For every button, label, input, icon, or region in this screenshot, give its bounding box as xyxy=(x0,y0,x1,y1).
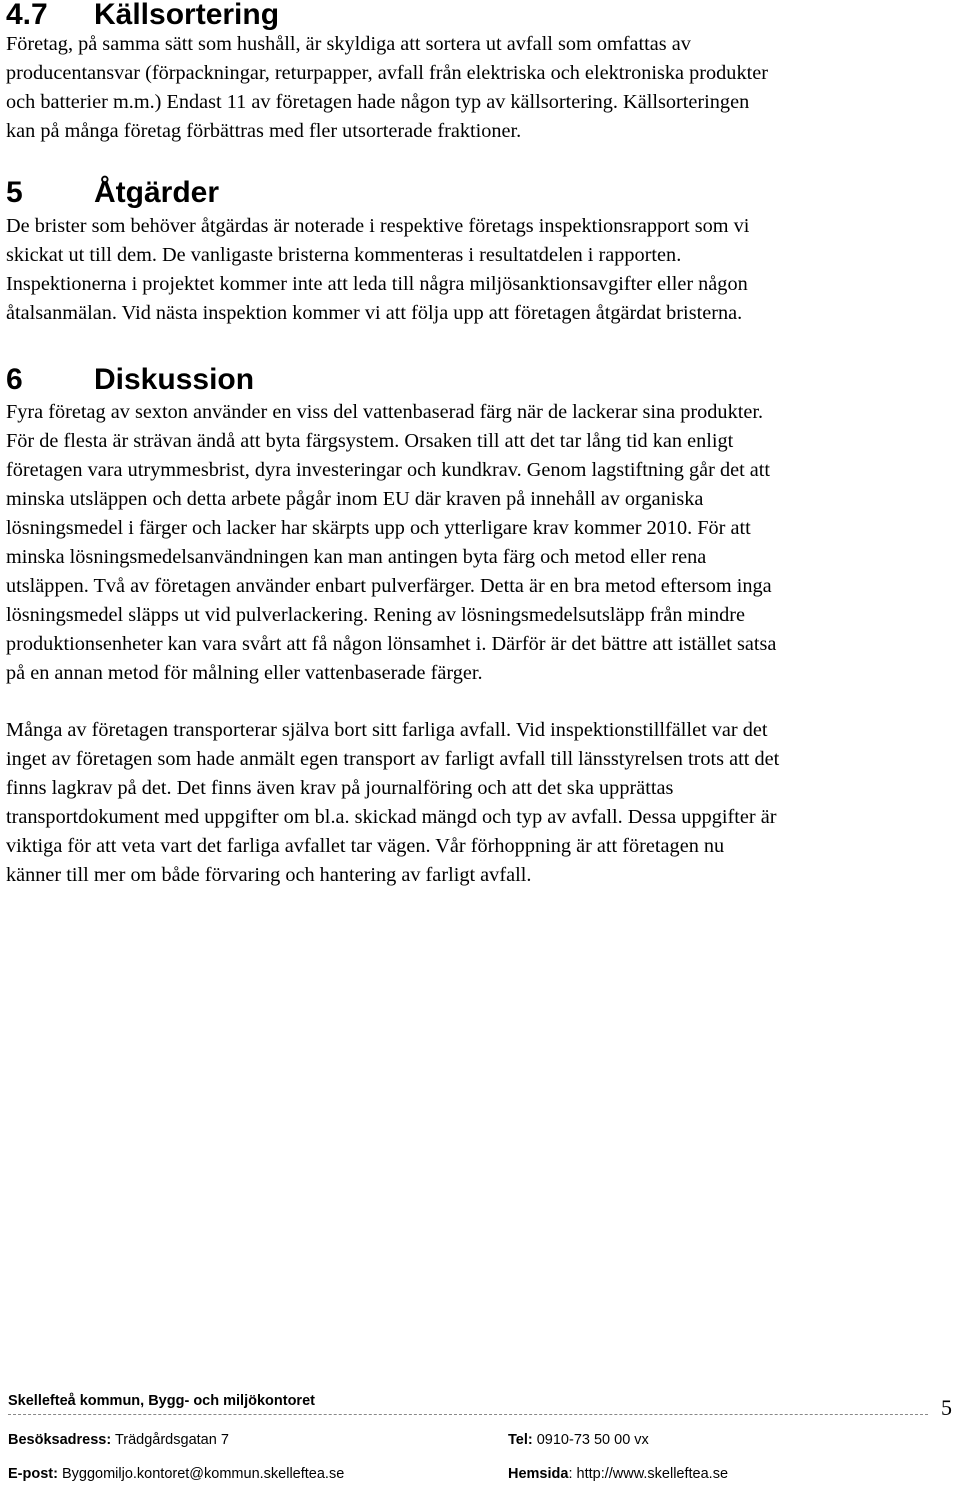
text-line: på en annan metod för målning eller vattenbaserade färger. xyxy=(6,662,483,684)
text-line: känner till mer om både förvaring och hantering av farligt avfall. xyxy=(6,864,532,886)
text-line: minska utsläppen och detta arbete pågår inom EU där kraven på innehåll av organiska xyxy=(6,488,704,510)
section-number: 6 xyxy=(6,363,23,396)
section-number: 5 xyxy=(6,176,23,209)
footer-email xyxy=(8,1466,344,1482)
address-value: Trädgårdsgatan 7 xyxy=(114,1432,229,1448)
text-line: utsläppen. Två av företagen använder enbart pulverfärger. Detta är en bra metod eftersom inga xyxy=(6,575,772,597)
footer-phone xyxy=(508,1432,649,1448)
web-label: Hemsida xyxy=(508,1466,569,1482)
section-heading-6 xyxy=(6,365,254,395)
text-line: produktionsenheter kan vara svårt att få någon lönsamhet i. Därför är det bättre att istället satsa xyxy=(6,633,777,655)
section-heading-5 xyxy=(6,178,219,208)
email-value[interactable]: Byggomiljo.kontoret@kommun.skelleftea.se xyxy=(61,1466,345,1482)
section-5-paragraph xyxy=(6,212,749,328)
web-value[interactable]: : http://www.skelleftea.se xyxy=(568,1466,729,1482)
footer-organization: Skellefteå kommun, Bygg- och miljökontoret xyxy=(8,1393,315,1409)
text-line: skickat ut till dem. De vanligaste bristerna kommenteras i resultatdelen i rapporten. xyxy=(6,244,682,266)
text-line: lösningsmedel i färger och lacker har skärpts upp och ytterligare krav kommer 2010. För att xyxy=(6,517,751,539)
section-6-paragraph-1 xyxy=(6,398,776,688)
text-line: åtalsanmälan. Vid nästa inspektion kommer vi att följa upp att företagen åtgärdat bristerna. xyxy=(6,302,743,324)
footer-divider xyxy=(8,1414,928,1415)
text-line: viktiga för att veta vart det farliga avfallet tar vägen. Vår förhoppning är att företagen nu xyxy=(6,835,725,857)
text-line: lösningsmedel släpps ut vid pulverlackering. Rening av lösningsmedelsutsläpp från mindre xyxy=(6,604,746,626)
text-line: företagen vara utrymmesbrist, dyra investeringar och kundkrav. Genom lagstiftning går det att xyxy=(6,459,771,481)
text-line: minska lösningsmedelsanvändningen kan man antingen byta färg och metod eller rena xyxy=(6,546,707,568)
text-line: transportdokument med uppgifter om bl.a. skickad mängd och typ av avfall. Dessa uppgifter är xyxy=(6,806,777,828)
text-line: och batterier m.m.) Endast 11 av företagen hade någon typ av källsortering. Källsorteringen xyxy=(6,91,750,113)
page-footer xyxy=(0,1390,960,1488)
section-title: Källsortering xyxy=(94,0,280,31)
text-line: producentansvar (förpackningar, returpapper, avfall från elektriska och elektroniska produkter xyxy=(6,62,768,84)
page-number: 5 xyxy=(941,1395,952,1420)
phone-value: 0910-73 50 00 vx xyxy=(536,1432,649,1448)
email-label: E-post: xyxy=(8,1466,58,1482)
section-heading-4-7 xyxy=(6,0,279,30)
text-line: Företag, på samma sätt som hushåll, är skyldiga att sortera ut avfall som omfattas av xyxy=(6,33,691,55)
text-line: För de flesta är strävan ändå att byta färgsystem. Orsaken till att det tar lång tid kan enligt xyxy=(6,430,734,452)
section-title: Åtgärder xyxy=(94,176,220,209)
section-title: Diskussion xyxy=(94,363,255,396)
text-line: Många av företagen transporterar själva bort sitt farliga avfall. Vid inspektionstillfället var det xyxy=(6,719,768,741)
text-line: Fyra företag av sexton använder en viss del vattenbaserad färg när de lackerar sina produkter. xyxy=(6,401,764,423)
section-number: 4.7 xyxy=(6,0,48,31)
text-line: De brister som behöver åtgärdas är noterade i respektive företags inspektionsrapport som vi xyxy=(6,215,750,237)
text-line: kan på många företag förbättras med fler utsorterade fraktioner. xyxy=(6,120,522,142)
footer-address xyxy=(8,1432,229,1448)
text-line: finns lagkrav på det. Det finns även krav på journalföring och att det ska upprättas xyxy=(6,777,674,799)
text-line: inget av företagen som hade anmält egen transport av farligt avfall till länsstyrelsen trots att det xyxy=(6,748,780,770)
phone-label: Tel: xyxy=(508,1432,533,1448)
address-label: Besöksadress: xyxy=(8,1432,112,1448)
text-line: Inspektionerna i projektet kommer inte att leda till några miljösanktionsavgifter eller någon xyxy=(6,273,748,295)
footer-website xyxy=(508,1466,728,1482)
section-6-paragraph-2 xyxy=(6,716,779,890)
section-4-7-paragraph xyxy=(6,30,768,146)
